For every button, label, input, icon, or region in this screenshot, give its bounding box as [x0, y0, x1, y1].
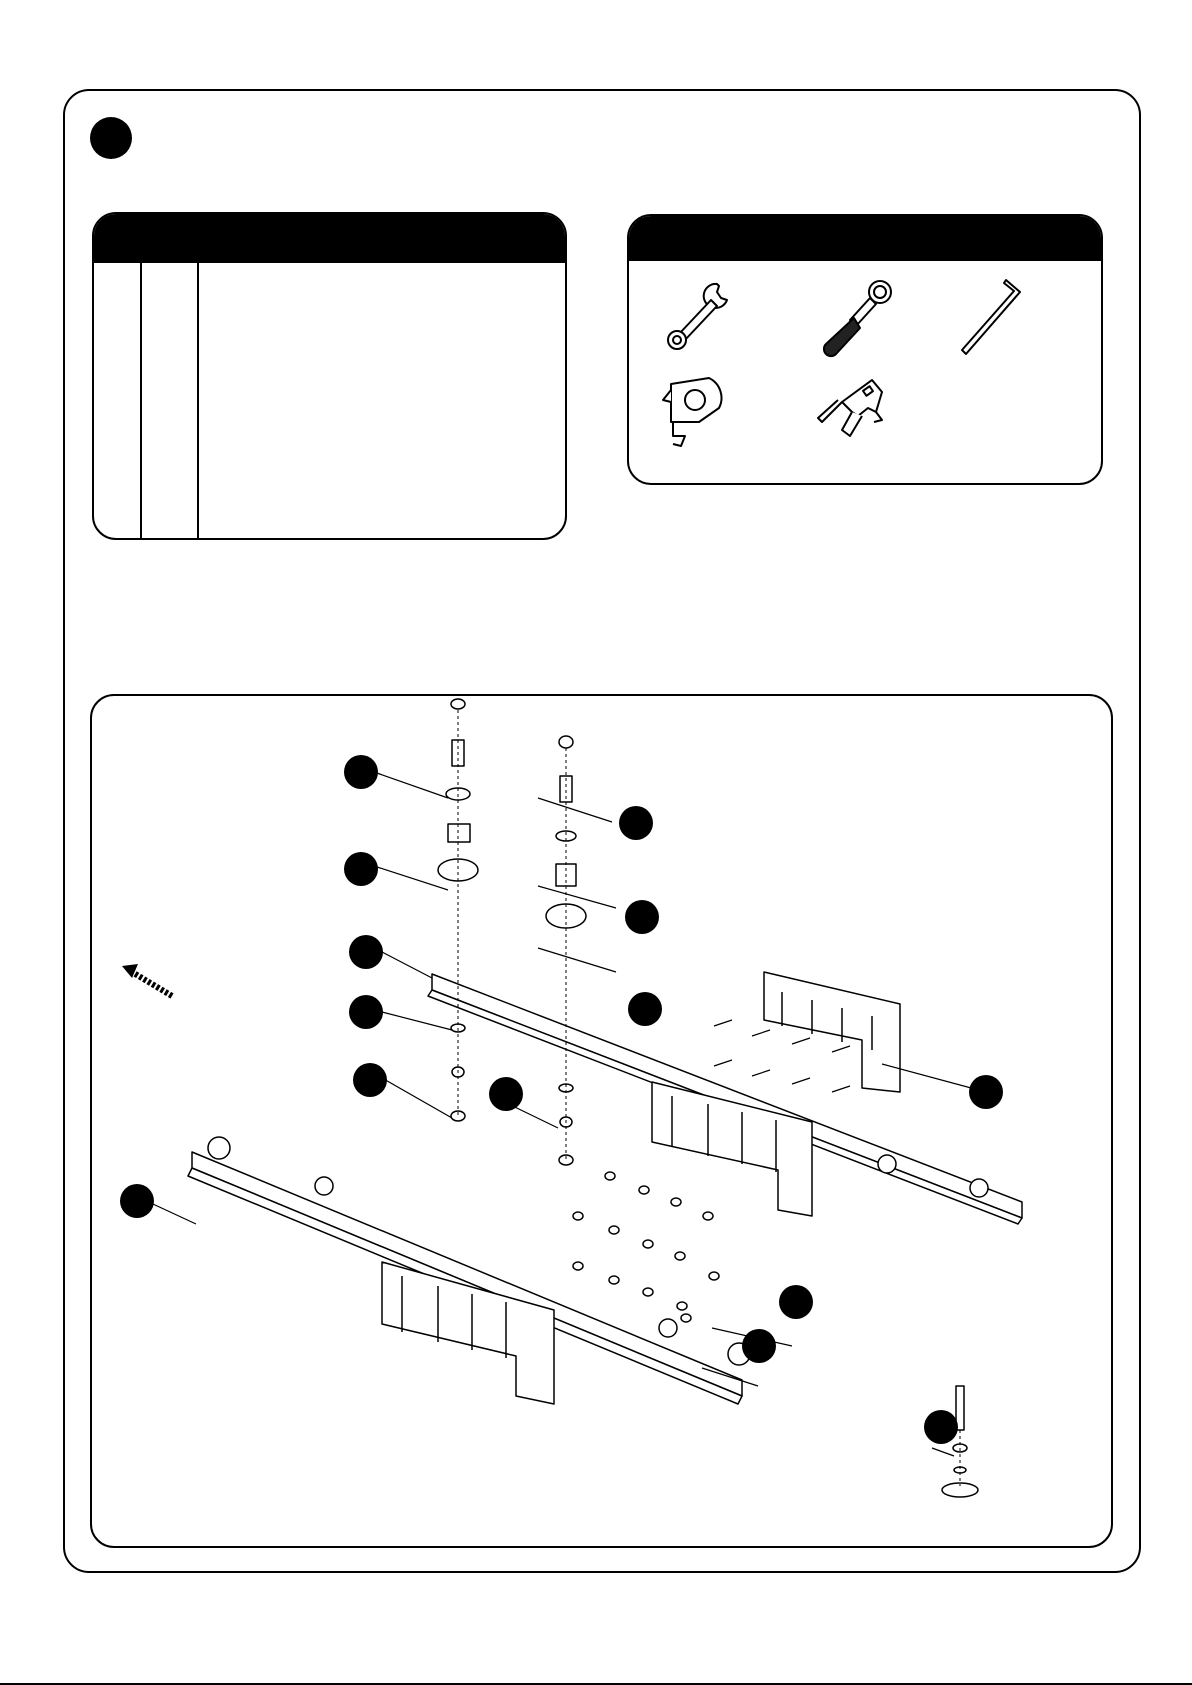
parts-table: [92, 212, 567, 540]
callout: [628, 992, 662, 1026]
wrench-icon: [659, 276, 739, 356]
tape-measure-icon: [659, 372, 739, 456]
callout: [349, 935, 383, 969]
callout: [625, 900, 659, 934]
parts-table-divider: [197, 263, 199, 538]
tools-box: [627, 214, 1103, 485]
callout: [353, 1063, 387, 1097]
parts-table-header: [94, 214, 565, 263]
callout: [969, 1075, 1003, 1109]
bolt-grid: [573, 1172, 719, 1322]
rail-boss: [315, 1177, 333, 1195]
hex-key-icon: [956, 274, 1036, 360]
callout: [120, 1184, 154, 1218]
callout: [779, 1285, 813, 1319]
lower-rail: [192, 1152, 742, 1396]
rail-boss: [659, 1319, 677, 1337]
tools-header: [629, 216, 1101, 261]
exploded-view-drawing: [92, 696, 1111, 1546]
middle-bracket: [652, 1082, 812, 1216]
power-drill-icon: [812, 372, 902, 456]
rail-boss: [878, 1155, 896, 1173]
rail-boss: [970, 1179, 988, 1197]
upper-bracket: [764, 972, 900, 1092]
step-number-badge: [90, 117, 132, 159]
callout: [924, 1410, 958, 1444]
direction-arrow: [122, 964, 172, 996]
callout: [619, 806, 653, 840]
callout: [344, 755, 378, 789]
callout: [349, 995, 383, 1029]
callout: [344, 852, 378, 886]
rail-boss: [208, 1137, 230, 1159]
socket-wrench-icon: [812, 274, 902, 360]
parts-table-divider: [140, 263, 142, 538]
callout: [742, 1329, 776, 1363]
step-number: [90, 117, 132, 159]
callout: [489, 1077, 523, 1111]
assembly-diagram: [90, 694, 1113, 1548]
